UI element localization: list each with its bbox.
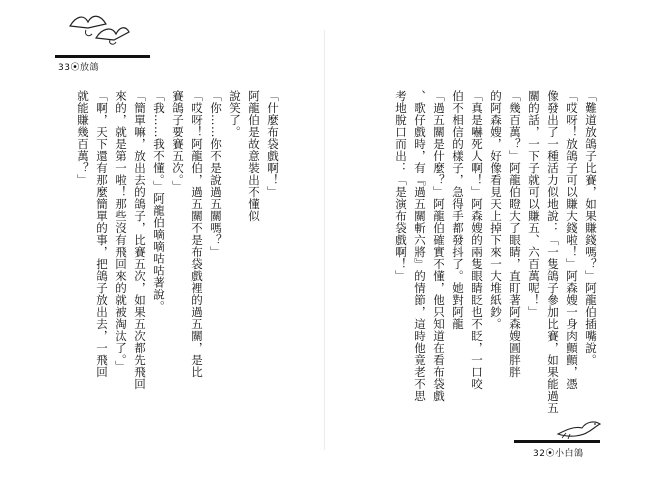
pigeon-illustration	[556, 416, 602, 440]
right-page-body	[389, 90, 598, 420]
footer-rule	[514, 440, 600, 443]
header-rule	[55, 55, 150, 58]
left-page-body	[71, 90, 280, 420]
text-column: 「哎呀！放鴿子可以賺大錢啦！」阿森嫂一身肉顫顫，憑	[565, 90, 579, 390]
text-column: 說笑了。	[228, 90, 242, 138]
text-column: 就能賺幾百萬？」	[76, 90, 90, 186]
text-column: 「過五關是什麼？」阿龍伯確實不懂，他只知道在看布袋戲	[432, 90, 446, 402]
text-column: 賽鴿子要賽五次。」	[171, 90, 185, 193]
text-column: 關的話，一下子就可以賺五、六百萬呢！」	[527, 90, 541, 318]
text-column: 、歌仔戲時，有『過五關斬六將』的情節，這時他竟老不思	[413, 90, 427, 402]
text-column: 的阿森嫂，好像看見天上掉下來一大堆紙鈔。	[489, 90, 503, 330]
text-column: 「哎呀！阿龍伯，過五關不是布袋戲裡的過五關，是比	[190, 90, 204, 378]
flying-birds-illustration	[66, 8, 130, 46]
text-column: 像發出了一種活力似地說：「一隻鴿子參加比賽，如果能過五	[546, 90, 560, 414]
text-column: 阿龍伯是故意裝出不懂似	[247, 90, 261, 222]
text-column: 「什麼布袋戲啊！」	[266, 90, 280, 198]
text-column: 「你……你不是說過五關嗎？」	[209, 90, 223, 258]
text-column: 「啊，天下還有那麼簡單的事，把鴿子放出去，一飛回	[95, 90, 109, 378]
text-column: 「我……我不懂。」阿龍伯嘀嘀咕咕著說。	[152, 90, 166, 313]
left-page-header: 33⦿放鴿	[58, 63, 99, 73]
text-column: 「真是嚇死人啊！」阿森嫂的兩隻眼睛眨也不眨，一口咬	[470, 90, 484, 390]
text-column: 考地脫口而出：「是演布袋戲啊！」	[394, 90, 408, 282]
text-column: 伯不相信的樣子，急得手都發抖了。她對阿龍	[451, 90, 465, 330]
text-column: 「簡單嘛，放出去的鴿子，比賽五次，如果五次都先飛回	[133, 90, 147, 390]
text-column: 來的，就是第一啦！那些沒有飛回來的就被淘汰了。」	[114, 90, 128, 373]
page-divider	[324, 30, 325, 450]
right-page-footer: 32⦿小白鴿	[533, 449, 584, 459]
text-column: 「難道放鴿子比賽，如果賺錢嗎？」阿龍伯插嘴說。	[584, 90, 598, 366]
text-column: 「幾百萬？」阿龍伯瞪大了眼睛，直盯著阿森嫂圓胖胖	[508, 90, 522, 378]
